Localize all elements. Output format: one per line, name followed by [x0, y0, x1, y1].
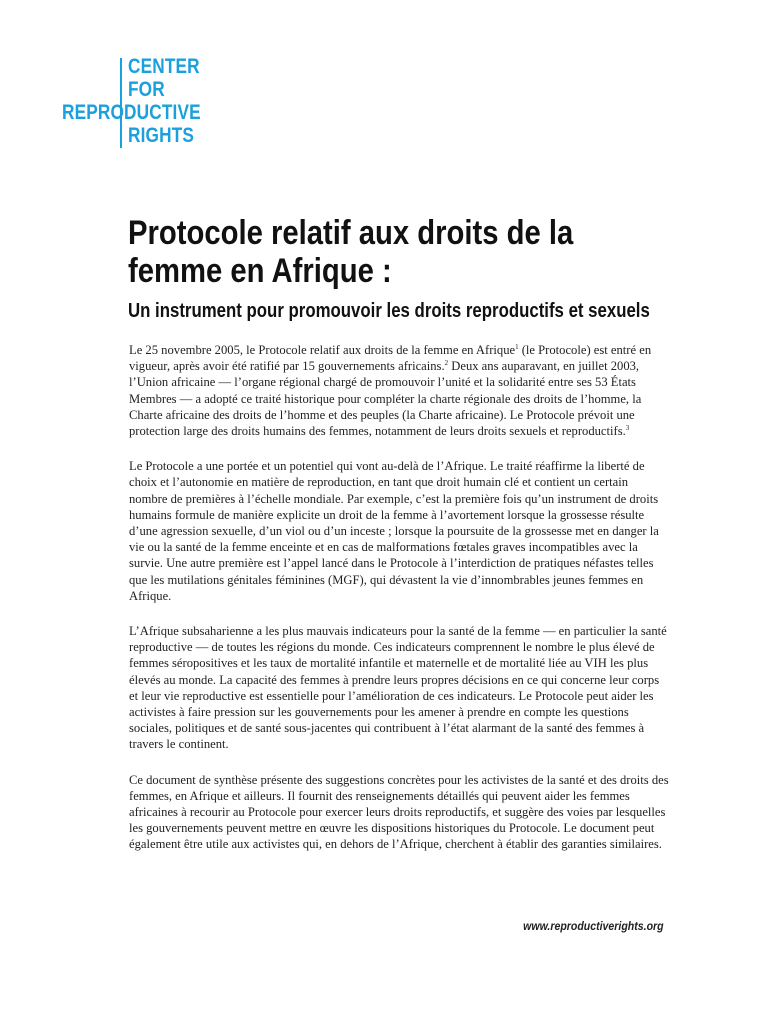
logo-line-for: FOR — [128, 78, 165, 101]
organization-logo — [62, 56, 212, 152]
document-title: Protocole relatif aux droits de la femme en Afrique : — [128, 214, 574, 290]
document-body — [129, 342, 669, 872]
logo-line-reproductive: REPRODUCTIVE — [62, 101, 201, 124]
footnote-marker: 1 — [515, 342, 519, 351]
paragraph-text: Ce document de synthèse présente des suggestions concrètes pour les activistes de la santé et des droits des femmes, en Afrique et ailleurs. Il fournit des renseignements détaillés qui peuvent aider les femmes africaines à recourir au Protocole pour exercer leurs droits reproductifs, et suggère des voies par lesquelles les gouvernements peuvent mettre en œuvre les dispositions historiques du Protocole. Le document peut également être utile aux activistes qui, en dehors de l’Afrique, cherchent à établir des garanties similaires. — [129, 772, 669, 852]
paragraph-text: (le Protocole) est entré en vigueur, après avoir été ratifié par 15 gouvernements africains. — [129, 343, 652, 374]
footnote-marker: 2 — [444, 359, 449, 368]
footnote-marker: 3 — [625, 423, 630, 432]
logo-line-rights: RIGHTS — [128, 124, 195, 147]
footer-url: www.reproductiverights.org — [523, 919, 664, 933]
document-subtitle: Un instrument pour promouvoir les droits reproductifs et sexuels — [128, 300, 650, 322]
body-paragraph — [129, 772, 669, 853]
logo-line-center: CENTER — [128, 55, 200, 78]
body-paragraph — [129, 458, 669, 604]
paragraph-text: Le Protocole a une portée et un potentiel qui vont au-delà de l’Afrique. Le traité réaffirme la liberté de choix et l’autonomie en matière de reproduction, en tant que droit humain clé et contient un certain nombre de premières à l’échelle mondiale. Par exemple, c’est la première fois qu’un instrument de droits humains formule de manière explicite un droit de la femme à l’avortement lorsque la grossesse résulte d’une agression sexuelle, d’un viol ou d’un inceste ; lorsque la poursuite de la grossesse met en danger la vie ou la santé de la femme enceinte et en cas de malformations fœtales graves incompatibles avec la survie. Une autre première est l’appel lancé dans le Protocole à l’interdiction de pratiques néfastes telles que les mutilations génitales féminines (MGF), qui dévastent la vie d’innombrables jeunes femmes en Afrique. — [129, 459, 659, 603]
body-paragraph — [129, 342, 669, 439]
body-paragraph — [129, 623, 669, 753]
paragraph-text: Deux ans auparavant, en juillet 2003, l’Union africaine — l’organe régional chargé de promouvoir l’unité et la solidarité entre ses 53 États Membres — a adopté ce traité historique pour compléter la charte régionale des droits de l’homme, la Charte africaine des droits de l’homme et des peuples (la Charte africaine). Le Protocole prévoit une protection large des droits humains des femmes, notamment de leurs droits sexuels et reproductifs. — [129, 359, 642, 439]
paragraph-text: L’Afrique subsaharienne a les plus mauvais indicateurs pour la santé de la femme — en particulier la santé reproductive — de toutes les régions du monde. Ces indicateurs comprennent le nombre le plus élevé de femmes séropositives et les taux de mortalité infantile et maternelle et de mortalité liée au VIH les plus élevés au monde. La capacité des femmes à prendre leurs propres décisions en ce qui concerne leur corps et leur vie reproductive est essentielle pour l’amélioration de ces indicateurs. Le Protocole peut aider les activistes à faire pression sur les gouvernements pour les amener à prendre en compte les questions sociales, politiques et de santé sous-jacentes qui contribuent à l’état alarmant de la santé des femmes à travers le continent. — [129, 624, 667, 752]
paragraph-text: Le 25 novembre 2005, le Protocole relatif aux droits de la femme en Afrique — [129, 343, 516, 357]
